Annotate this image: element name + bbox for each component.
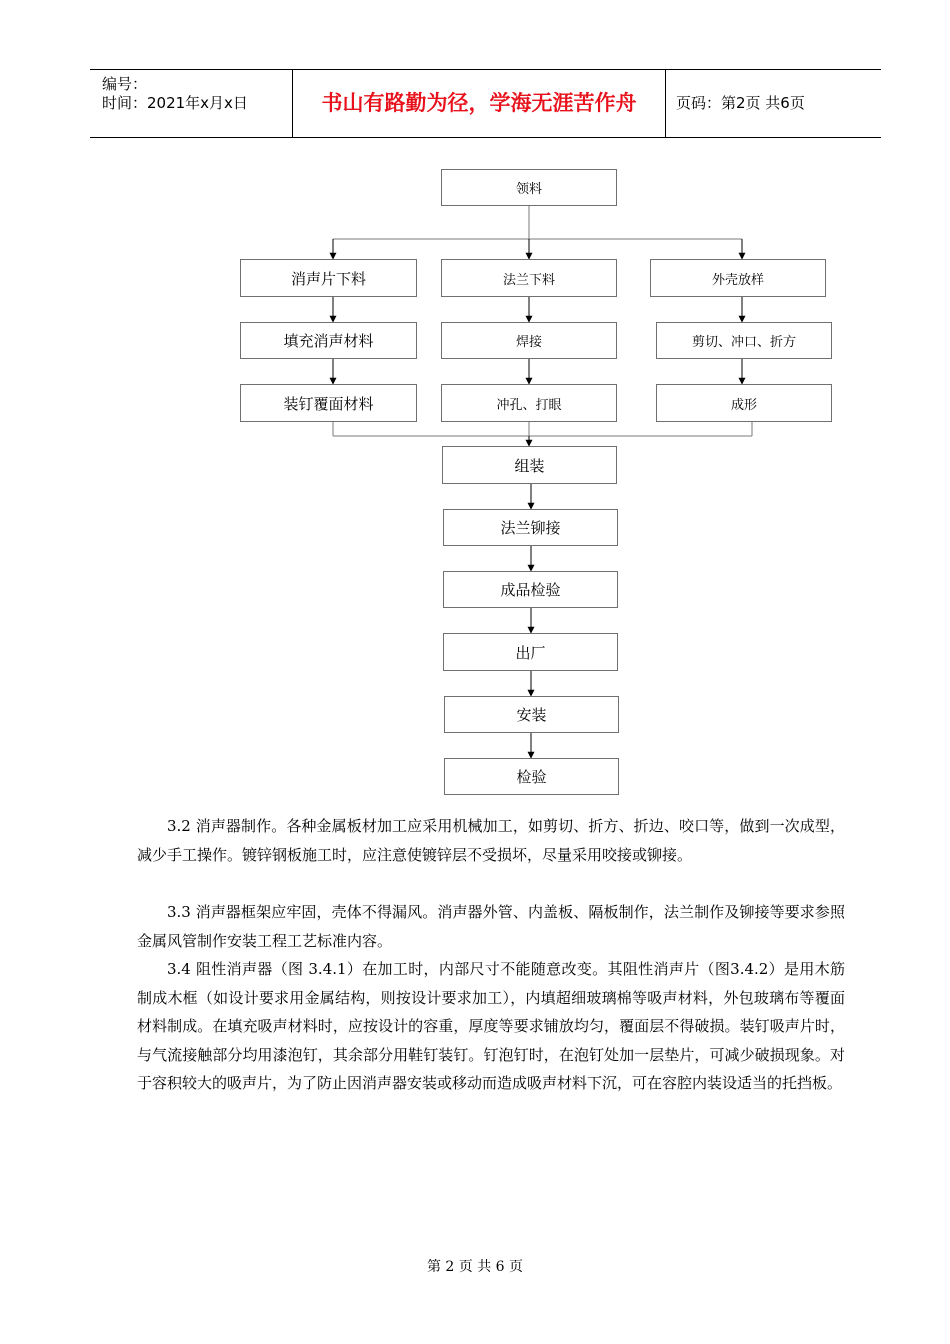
flow-step-branch3-1: 外壳放样 bbox=[650, 259, 826, 297]
header-motto: 书山有路勤为径，学海无涯苦作舟 bbox=[293, 70, 666, 137]
flow-step-main-6: 检验 bbox=[444, 758, 619, 795]
flow-step-branch1-1: 消声片下料 bbox=[240, 259, 417, 297]
header-page-label: 页码：第2页 共6页 bbox=[676, 94, 805, 112]
flow-step-main-4: 出厂 bbox=[443, 633, 618, 671]
flow-step-branch2-1: 法兰下料 bbox=[441, 259, 617, 297]
flow-step-main-1: 组装 bbox=[442, 446, 617, 484]
flow-step-main-2: 法兰铆接 bbox=[443, 509, 618, 546]
flow-step-main-5: 安装 bbox=[444, 696, 619, 733]
flow-step-branch3-2: 剪切、冲口、折方 bbox=[656, 322, 832, 359]
paragraph-3-2: 3.2 消声器制作。各种金属板材加工应采用机械加工，如剪切、折方、折边、咬口等，做到一次成型，减少手工操作。镀锌钢板施工时，应注意使镀锌层不受损坏，尽量采用咬接或铆接。 bbox=[137, 817, 845, 864]
flow-step-branch2-3: 冲孔、打眼 bbox=[441, 384, 617, 422]
flow-step-branch3-3: 成形 bbox=[656, 384, 832, 422]
flow-step-start: 领料 bbox=[441, 169, 617, 206]
paragraph-3-4: 3.4 阻性消声器（图 3.4.1）在加工时，内部尺寸不能随意改变。其阻性消声片（图3.4.2）是用木筋制成木框（如设计要求用金属结构，则按设计要求加工），内填超细玻璃棉等吸声材料，外包玻璃布等覆面材料制成。在填充吸声材料时，应按设计的容重，厚度等要求铺放均匀，覆面层不得破损。装钉吸声片时，与气流接触部分均用漆泡钉，其余部分用鞋钉装钉。钉泡钉时，在泡钉处加一层垫片，可减少破损现象。对于容积较大的吸声片，为了防止因消声器安装或移动而造成吸声材料下沉，可在容腔内装设适当的托挡板。 bbox=[137, 960, 845, 1092]
flow-step-branch1-3: 装钉覆面材料 bbox=[240, 384, 417, 422]
code-label: 编号： bbox=[102, 75, 148, 93]
flow-step-branch1-2: 填充消声材料 bbox=[240, 322, 417, 359]
flow-step-branch2-2: 焊接 bbox=[441, 322, 617, 359]
page-footer: 第 2 页 共 6 页 bbox=[426, 1259, 524, 1275]
flow-step-main-3: 成品检验 bbox=[443, 571, 618, 608]
paragraph-3-3: 3.3 消声器框架应牢固，壳体不得漏风。消声器外管、内盖板、隔板制作，法兰制作及铆接等要求参照金属风管制作安装工程工艺标准内容。 bbox=[137, 903, 845, 950]
time-label: 时间：2021年x月x日 bbox=[102, 94, 248, 112]
